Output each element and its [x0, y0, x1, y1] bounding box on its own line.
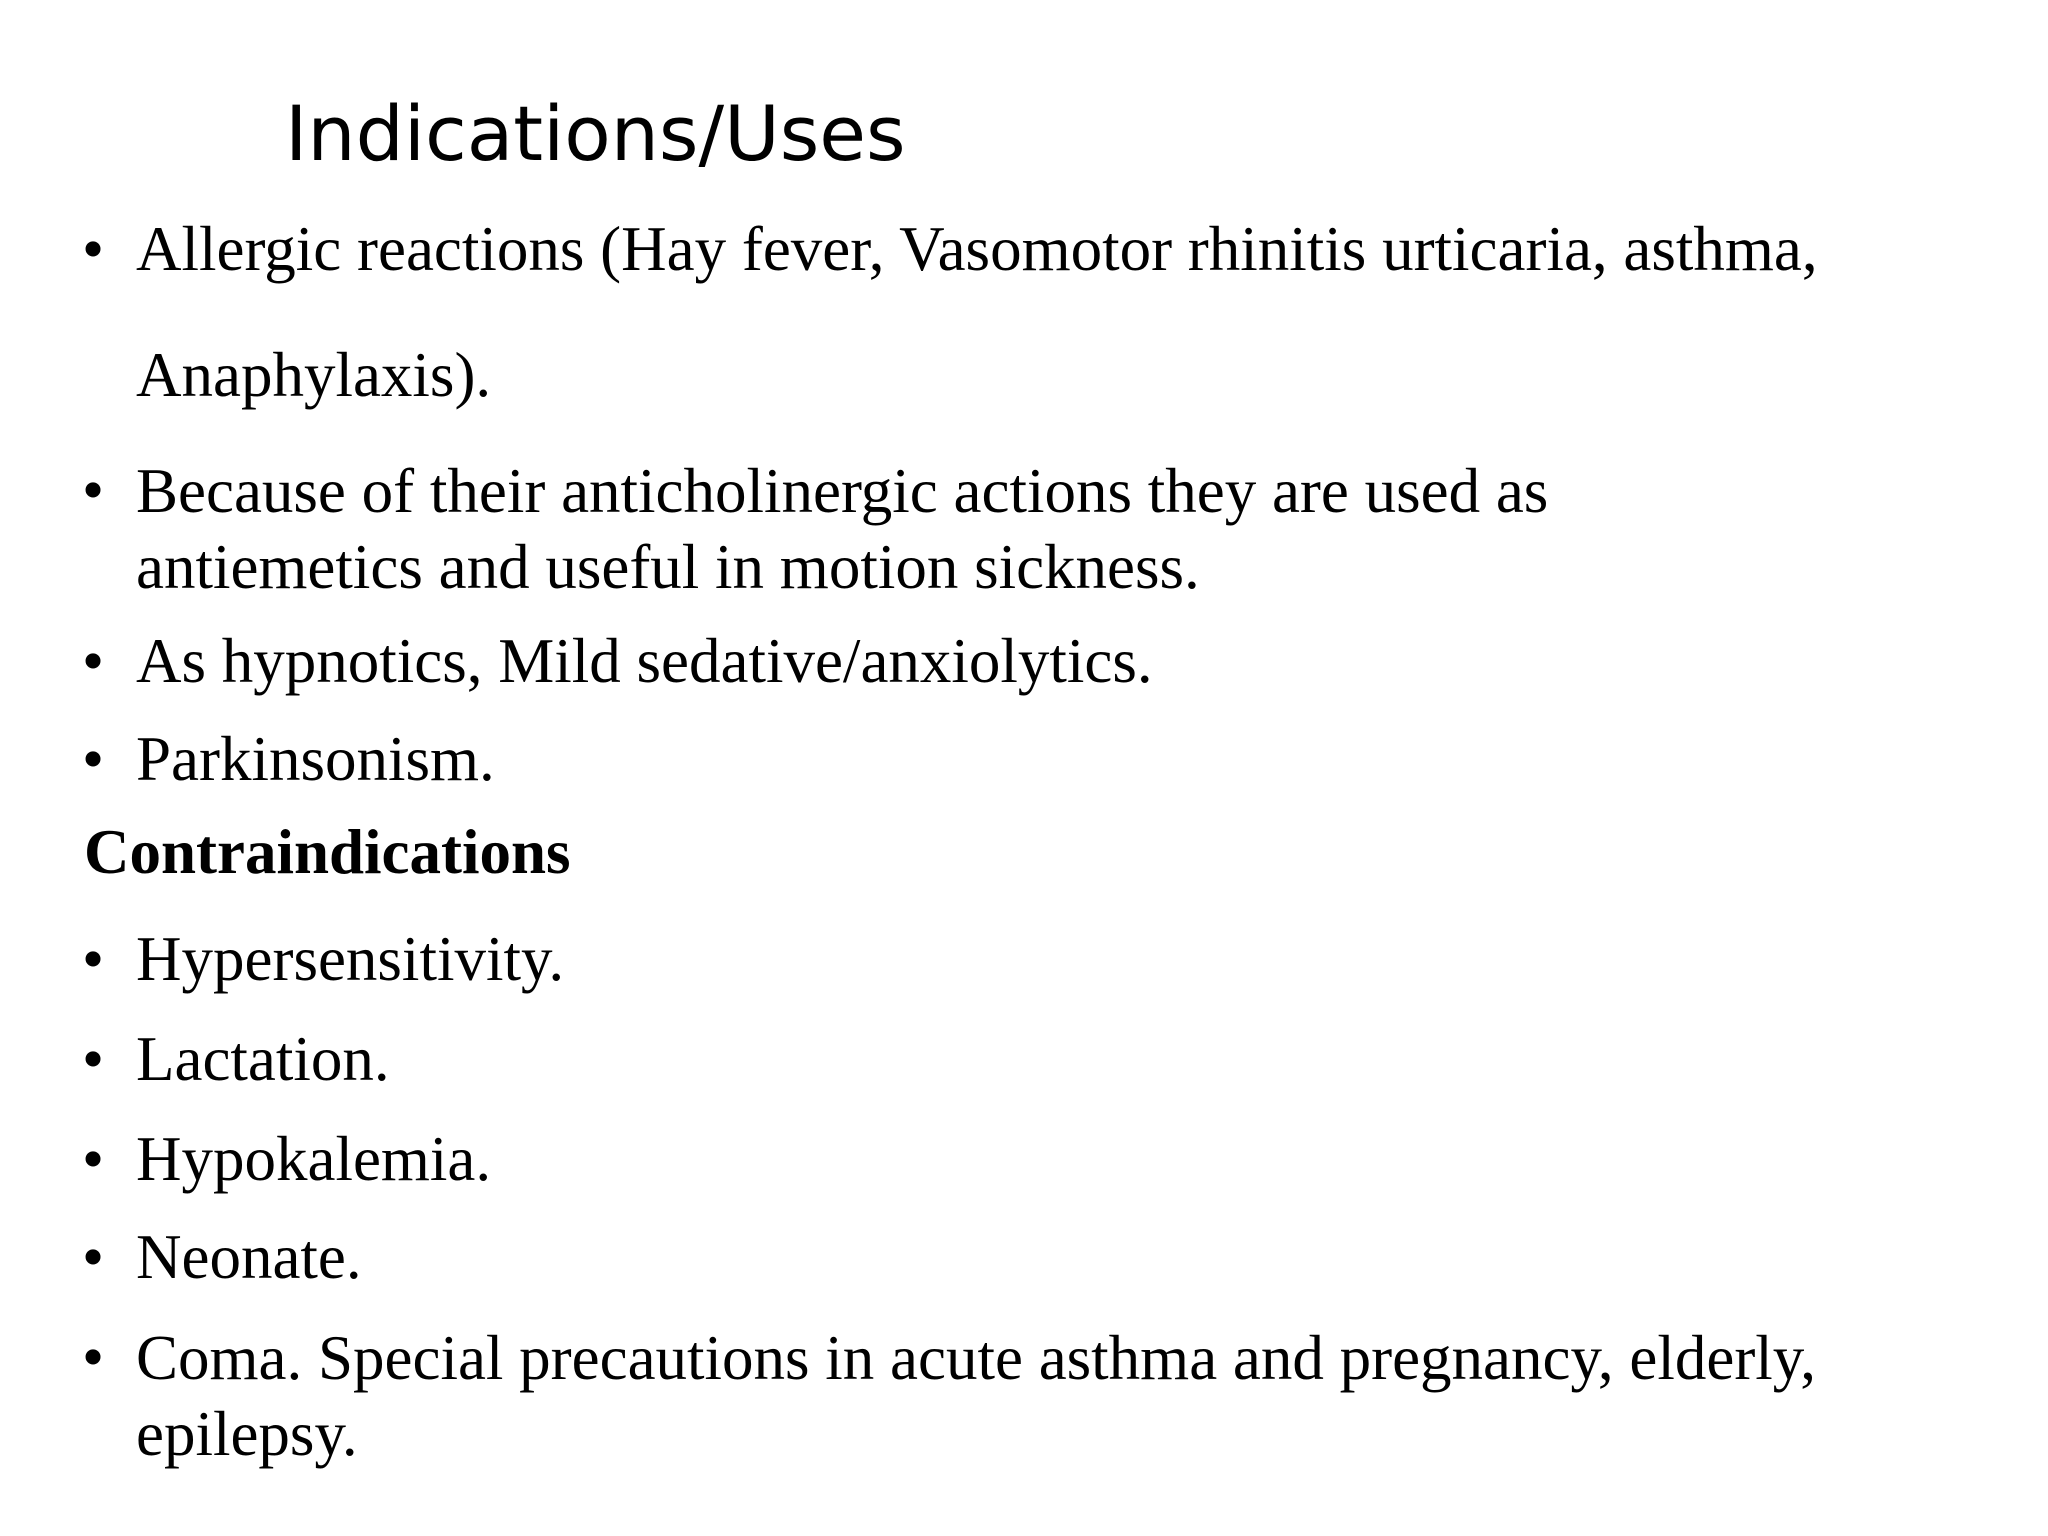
indication-line: antiemetics and useful in motion sickness.	[136, 532, 1200, 602]
contraindication-line: Neonate.	[136, 1222, 362, 1292]
contraindication-line: Hypersensitivity.	[136, 924, 565, 994]
contraindication-line: Coma. Special precautions in acute asthma and pregnancy, elderly,	[136, 1323, 1816, 1393]
indication-line: Anaphylaxis).	[136, 339, 492, 410]
indication-item	[82, 624, 1153, 700]
bullet-icon: •	[82, 1024, 105, 1094]
indication-line: Because of their anticholinergic actions they are used as	[136, 456, 1549, 526]
indication-line: As hypnotics, Mild sedative/anxiolytics.	[136, 626, 1153, 696]
bullet-icon: •	[82, 455, 105, 525]
contraindication-item	[82, 1220, 362, 1296]
bullet-icon: •	[82, 626, 105, 696]
contraindication-line: epilepsy.	[136, 1399, 358, 1469]
bullet-icon: •	[82, 1322, 105, 1392]
indication-text	[136, 722, 495, 798]
indication-text	[136, 624, 1153, 700]
bullet-icon: •	[82, 1222, 105, 1292]
indication-item	[82, 722, 495, 798]
contraindication-line: Hypokalemia.	[136, 1124, 492, 1194]
indication-line: Parkinsonism.	[136, 724, 495, 794]
contraindication-text	[136, 1122, 491, 1198]
contraindications-heading: Contraindications	[84, 817, 571, 887]
indication-text	[136, 453, 1548, 605]
contraindication-line: Lactation.	[136, 1024, 390, 1094]
contraindication-item	[82, 1022, 390, 1098]
slide-title: Indications/Uses	[285, 89, 906, 178]
contraindication-item	[82, 1122, 491, 1198]
contraindication-item	[82, 1320, 1816, 1472]
indication-text	[136, 212, 1818, 413]
contraindication-item	[82, 922, 564, 998]
bullet-icon: •	[82, 1124, 105, 1194]
bullet-icon: •	[82, 724, 105, 794]
contraindication-text	[136, 1022, 390, 1098]
contraindication-text	[136, 1320, 1816, 1472]
indication-item	[82, 453, 1548, 605]
contraindication-text	[136, 1220, 362, 1296]
contraindication-text	[136, 922, 564, 998]
indication-line: Allergic reactions (Hay fever, Vasomotor rhinitis urticaria, asthma,	[136, 214, 1818, 284]
bullet-icon: •	[82, 924, 105, 994]
bullet-icon: •	[82, 214, 105, 284]
indication-item	[82, 212, 1818, 413]
